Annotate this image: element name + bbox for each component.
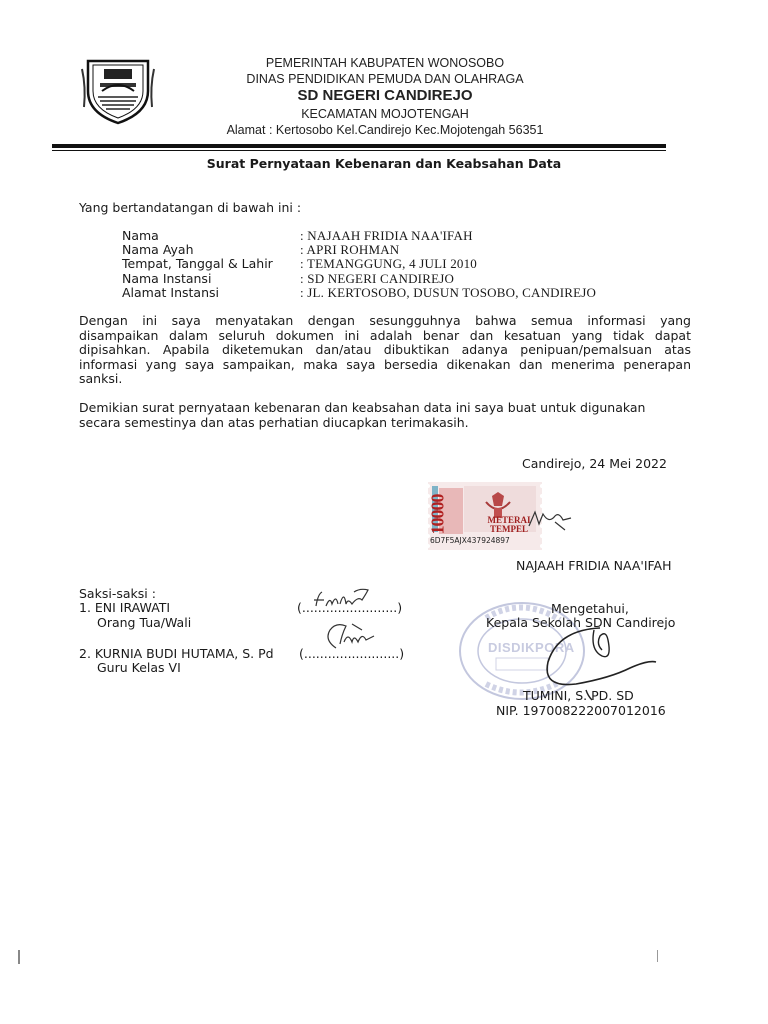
witness-1-signature-line: (........................) — [297, 600, 403, 615]
statement-line: disampaikan dalam seluruh dokumen ini adalah benar dan kesatuan yang tidak dapat — [79, 327, 691, 343]
letterhead-address: Alamat : Kertosobo Kel.Candirejo Kec.Mojotengah 56351 — [226, 123, 544, 137]
witness-1-name: 1. ENI IRAWATI — [79, 600, 171, 615]
stamp-serial: 6D7F5AJX437924897 — [430, 536, 510, 545]
identity-label-birth: Tempat, Tanggal & Lahir — [122, 256, 273, 271]
identity-value-address: : JL. KERTOSOBO, DUSUN TOSOBO, CANDIREJO — [300, 285, 597, 300]
document-title: Surat Pernyataan Kebenaran dan Keabsahan Data — [206, 156, 562, 171]
identity-value-name: : NAJAAH FRIDIA NAA'IFAH — [300, 228, 473, 243]
witnesses-heading: Saksi-saksi : — [79, 586, 156, 601]
intro-text: Yang bertandatangan di bawah ini : — [79, 200, 302, 215]
identity-label-address: Alamat Instansi — [122, 285, 219, 300]
witness-2-name: 2. KURNIA BUDI HUTAMA, S. Pd — [79, 646, 274, 661]
letterhead-rule-thin — [52, 150, 666, 151]
letterhead-district: KECAMATAN MOJOTENGAH — [301, 107, 469, 121]
scan-edge-mark-left — [18, 950, 20, 964]
identity-value-institution: : SD NEGERI CANDIREJO — [300, 271, 455, 286]
signer-name: NAJAAH FRIDIA NAA'IFAH — [516, 558, 672, 573]
statement-line: informasi yang saya sampaikan, maka saya bersedia dikenakan dan menerima penerapan — [79, 356, 691, 372]
approval-nip: NIP. 197008222007012016 — [496, 703, 666, 718]
letterhead-school-name: SD NEGERI CANDIREJO — [297, 87, 473, 104]
letterhead-government: PEMERINTAH KABUPATEN WONOSOBO — [265, 56, 505, 70]
seal-text: DISDIKPORA — [488, 640, 575, 655]
witness-2-role: Guru Kelas VI — [97, 660, 181, 675]
witness-1-signature — [310, 586, 372, 614]
witness-2-signature-line: (........................) — [299, 646, 405, 661]
statement-line: Dengan ini saya menyatakan dengan sesungguhnya bahwa semua informasi yang — [79, 313, 691, 328]
signer-signature — [525, 508, 575, 532]
regency-emblem-logo — [80, 57, 156, 125]
closing-line: secara semestinya dan atas perhatian diucapkan terimakasih. — [79, 414, 469, 430]
statement-line: sanksi. — [79, 371, 123, 386]
approval-name: TUMINI, S. PD. SD — [523, 688, 634, 703]
statement-line: dipisahkan. Apabila diketemukan dan/atau dibuktikan adanya penipuan/pemalsuan atas — [79, 342, 691, 357]
identity-label-father: Nama Ayah — [122, 242, 194, 257]
identity-label-name: Nama — [122, 228, 159, 243]
scan-edge-mark-right — [657, 950, 658, 962]
stamp-label: METERAI TEMPEL — [487, 515, 531, 534]
closing-line: Demikian surat pernyataan kebenaran dan keabsahan data ini saya buat untuk digunakan — [79, 400, 646, 415]
identity-value-birth: : TEMANGGUNG, 4 JULI 2010 — [300, 256, 478, 271]
approval-position: Kepala Sekolah SDN Candirejo — [486, 615, 676, 630]
closing-paragraph — [79, 401, 691, 430]
letterhead-department: DINAS PENDIDIKAN PEMUDA DAN OLAHRAGA — [246, 72, 524, 86]
witness-1-role: Orang Tua/Wali — [97, 615, 192, 630]
place-date: Candirejo, 24 Mei 2022 — [522, 456, 667, 471]
identity-value-father: : APRI ROHMAN — [300, 242, 400, 257]
letterhead-rule-thick — [52, 144, 666, 148]
stamp-value: 10000 — [427, 494, 448, 535]
witness-2-signature — [322, 620, 382, 654]
statement-paragraph — [79, 314, 691, 387]
approval-heading: Mengetahui, — [551, 601, 629, 616]
identity-label-institution: Nama Instansi — [122, 271, 212, 286]
